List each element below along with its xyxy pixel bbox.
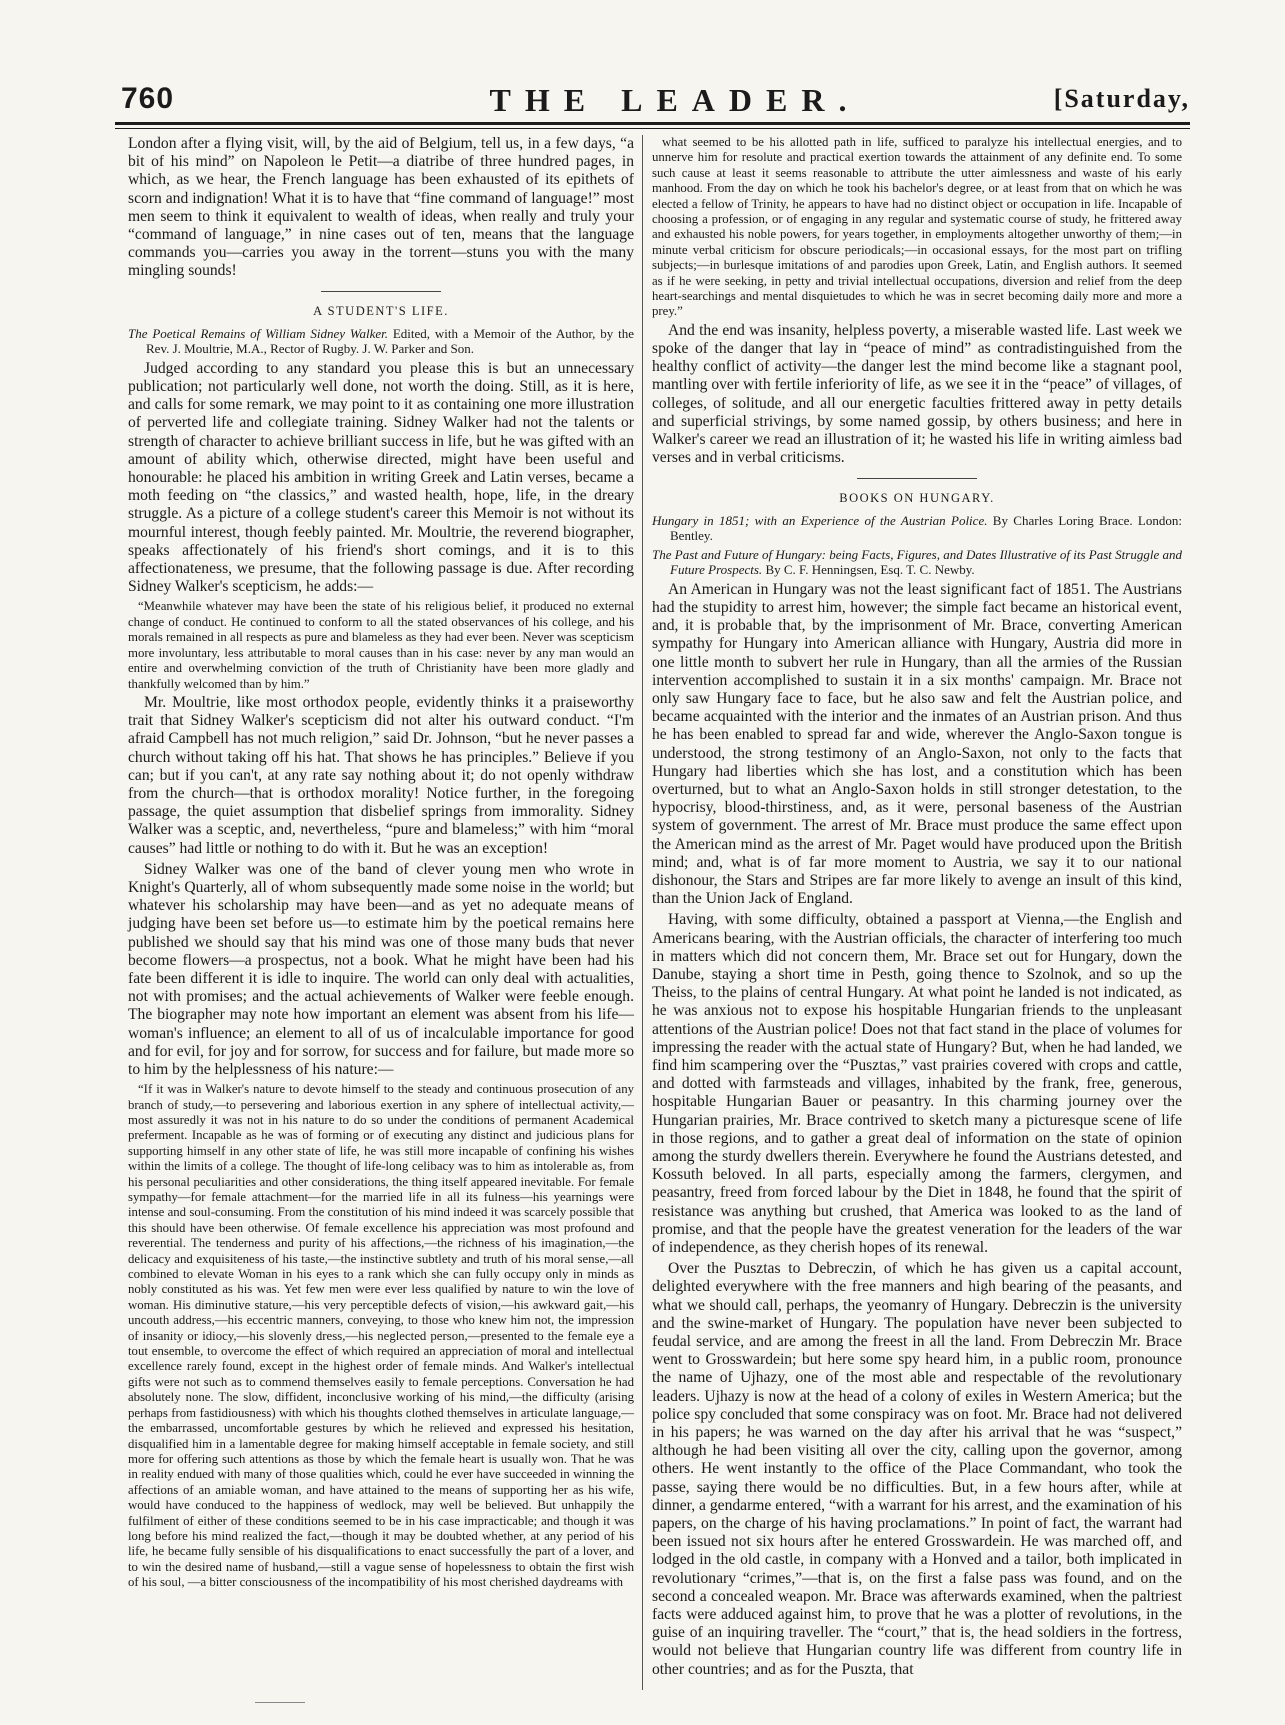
quote-paragraph: “Meanwhile whatever may have been the state of his religious belief, it produced no external change of conduct. He continued to conform to all the stated observances of his college, and his morals remained in all respects as pure and blameless as they had ever been. Never was scepticism more involuntary, less attributable to moral causes than in his case: never by any man would an entire and overwhelming conviction of the truth of Christianity have been more gladly and thankfully welcomed than by him.”	[128, 599, 634, 691]
footer-mark	[255, 1702, 305, 1703]
review-paragraph: Judged according to any standard you please this is but an unnecessary publication; not particularly well done, not worth the doing. Still, as it is here, and calls for some remark, we may point to it as containing one more illustration of perverted life and collegiate training. Sidney Walker had not the talents or strength of character to achieve brilliant success in life, but he was gifted with an amount of ability which, otherwise directed, might have been useful and honourable: he placed his ambition in writing Greek and Latin verses, became a moth feeding on “the classics,” and wasted health, hope, life, in the dreary struggle. As a picture of a college student's career this Memoir is not without its mournful interest, though feebly painted. Mr. Moultrie, the reverend biographer, speaks affectionately of his friend's short comings, and it is to this affectionateness, we presume, that the following passage is due. After recording Sidney Walker's scepticism, he adds:—	[128, 359, 634, 596]
section-heading: A STUDENT'S LIFE.	[313, 303, 449, 318]
block-quote	[128, 599, 634, 691]
block-quote-continued	[652, 135, 1182, 320]
review-paragraph: Having, with some difficulty, obtained a passport at Vienna,—the English and Americans bearing, with the Austrian officials, the character of interfering too much in matters which did not concern them, Mr. Brace set out for Hungary, down the Danube, staying a short time in Pesth, going thence to Szolnok, and so up the Theiss, to the plains of central Hungary. At what point he landed is not indicated, as he was anxious not to expose his hospitable Hungarian friends to the unpleasant attentions of the Austrian police! Does not that fact stand in the place of volumes for impressing the reader with the actual state of Hungary? But, when he had landed, we find him scampering over the “Pusztas,” vast prairies covered with crops and cattle, and dotted with farmsteads and villages, inhabited by the frank, free, generous, hospitable Hungarian Bauer or peasantry. In this charming journey over the Hungarian prairies, Mr. Brace contrived to sketch many a picturesque scene of life in those regions, and to gather a great deal of information on the state of opinion among the sturdy dwellers therein. Everywhere he found the Austrians detested, and Kossuth beloved. In all parts, especially among the farmers, clergymen, and peasantry, freed from forced labour by the Diet in 1848, he found that the spirit of resistance was anything but crushed, that America was looked to as the land of promise, and that the people have the greatest veneration for the leaders of the war of independence, as they cherish hopes of its renewal.	[652, 911, 1182, 1257]
book-title: The Poetical Remains of William Sidney Walker.	[128, 325, 389, 341]
review-paragraph: Over the Pusztas to Debreczin, of which he has given us a capital account, delighted everywhere with the free manners and high bearing of the peasants, and what we should call, perhaps, the yeomanry of Hungary. Debreczin is the university and the swine-market of Hungary. The population have never been subjected to feudal service, and are among the freest in all the land. From Debreczin Mr. Brace went to Grosswardein; but here some spy heard him, in a public room, pronounce the name of Ujhazy, one of the most able and respectable of the revolutionary leaders. Ujhazy is now at the head of a colony of exiles in Western America; but the police spy concluded that some conspiracy was on foot. Mr. Brace had not delivered in his papers; he was warned on the day after his arrival that he was “suspect,” although he had been visiting all over the city, calling upon the governor, among others. He went instantly to the office of the Place Commandant, who took the passe, saying there would be no difficulties. But, in a few hours after, while at dinner, a gendarme entered, “with a warrant for his arrest, and the examination of his papers, on the charge of his having proclamations.” In point of fact, the warrant had been issued not six hours after he entered Grosswardein. He was marched off, and lodged in the old castle, in company with a Honved and a tailor, both implicated in revolutionary “crimes,”—that is, on the first a false pass was found, and on the second a concealed weapon. Mr. Brace was afterwards examined, when the paltriest facts were adduced against him, to prove that he was a plotter of revolutions, in the guise of an inquiring traveller. The “court,” that is, the head soldiers in the fortress, would not believe that Hungarian country life was different from country life in other countries; and as for the Puszta, that	[652, 1260, 1182, 1678]
block-quote	[128, 1082, 634, 1590]
review-paragraph: And the end was insanity, helpless poverty, a miserable wasted life. Last week we spoke of the danger that lay in “peace of mind” as contradistinguished from the healthy conflict of activity—the danger lest the mind become like a stagnant pool, mantling over with fertile inferiority of life, as we see it in the “peace” of villages, of colleges, of solitude, and all our energetic faculties frittered away in petty details and superficial strivings, by some named gossip, by others business; and here in Walker's career we read an illustration of it; he wasted his life in writing aimless bad verses and in verbal criticisms.	[652, 321, 1182, 467]
book-reference	[652, 547, 1182, 577]
book-reference	[128, 326, 634, 356]
section-heading: BOOKS ON HUNGARY.	[839, 490, 995, 505]
left-column	[128, 135, 634, 1593]
masthead-rule-thin	[115, 128, 1190, 129]
book-title: The Past and Future of Hungary: being Facts, Figures, and Dates Illustrative of its Past Struggle and Future Prospects.	[652, 546, 1182, 577]
newspaper-title: THE LEADER.	[489, 82, 861, 118]
book-details: Edited, with a Memoir of the Author, by the Rev. J. Moultrie, M.A., Rector of Rugby. J. W. Parker and Son.	[146, 325, 634, 356]
book-reference	[652, 513, 1182, 543]
review-paragraph: Mr. Moultrie, like most orthodox people, evidently thinks it a praiseworthy trait that Sidney Walker's scepticism did not alter his outward conduct. “I'm afraid Campbell has not much religion,” said Dr. Johnson, “but he never passes a church without taking off his hat. That shows he has principles.” Believe if you can; but if you can't, at any rate say nothing about it; do not openly withdraw from the church—that is orthodox morality! Notice further, in the foregoing passage, the quiet assumption that disbelief springs from immorality. Sidney Walker was a sceptic, and, nevertheless, “pure and blameless;” with him “moral causes” had little or nothing to do with it. But he was an exception!	[128, 693, 634, 857]
book-title: Hungary in 1851; with an Experience of the Austrian Police.	[652, 512, 988, 528]
book-details: By Charles Loring Brace. London: Bentley.	[670, 512, 1182, 543]
quote-paragraph: what seemed to be his allotted path in life, sufficed to paralyze his intellectual energies, and to unnerve him for resolute and practical exertion towards the attainment of any definite end. To some such cause at least it seems reasonable to attribute the utter aimlessness and waste of his early manhood. From the day on which he took his bachelor's degree, or at least from that on which he was elected a fellow of Trinity, he appears to have had no distinct object or occupation in life. Incapable of choosing a profession, or of engaging in any regular and systematic course of study, he frittered away and exhausted his noble powers, for years together, in employments altogether unworthy of them;—in minute verbal criticism for obscure periodicals;—in occasional essays, for the most part on trifling subjects;—in burlesque imitations of and parodies upon Greek, Latin, and English authors. It seemed as if he were seeking, in petty and trivial intellectual occupations, diversion and relief from the deep heart-searchings and mental disquietudes to which he was in secret becoming daily more and more a prey.”	[652, 135, 1182, 319]
masthead	[115, 82, 1190, 122]
issue-day: [Saturday,	[1053, 84, 1190, 113]
book-details: By C. F. Henningsen, Esq. T. C. Newby.	[762, 561, 975, 577]
review-paragraph: Sidney Walker was one of the band of clever young men who wrote in Knight's Quarterly, all of whom subsequently made some noise in the world; but whatever his scholarship may have been—and as yet no adequate means of judging have been set before us—to estimate him by the poetical remains here published we should say that his mind was one of those many buds that never become flowers—a prospectus, not a book. What he might have been had his fate been different it is idle to inquire. The world can only deal with actualities, not with promises; and the actual achievements of Walker were feeble enough. The biographer may note how important an element was absent from his life—woman's influence; an element to all of us of incalculable importance for good and for evil, for joy and for sorrow, for success and for failure, but made more so to him by the helplessness of his nature:—	[128, 860, 634, 1078]
intro-paragraph: London after a flying visit, will, by the aid of Belgium, tell us, in a few days, “a bit of his mind” on Napoleon le Petit—a diatribe of three hundred pages, in which, as we hear, the French language has been exhausted of its epithets of scorn and indignation! What it is to have that “fine command of language!” most men seem to think it equivalent to wealth of ideas, when really and truly your “command of language,” in nine cases out of ten, means that the language commands you—carries you away in the torrent—stuns you with the many mingling sounds!	[128, 135, 634, 280]
column-divider	[642, 135, 643, 1690]
page-number: 760	[121, 82, 175, 115]
section-rule	[857, 478, 977, 479]
quote-paragraph: “If it was in Walker's nature to devote himself to the steady and continuous prosecution of any branch of study,—to persevering and laborious exertion in any sphere of intellectual activity,—most assuredly it was not in his nature to do so under the conditions of permanent Academical preferment. Incapable as he was of forming or of executing any distinct and judicious plans for supporting himself in any other state of life, he was still more incapable of confining his wishes within the limits of a college. The thought of life-long celibacy was to him as intolerable as, from his personal peculiarities and other considerations, the thing itself appeared inevitable. For female sympathy—for female attachment—for the married life in all its fulness—his yearnings were intense and soul-consuming. From the constitution of his mind indeed it was scarcely possible that this should have been otherwise. Of female excellence his appreciation was most profound and reverential. The tenderness and purity of his affections,—the richness of his imagination,—the delicacy and exquisiteness of his taste,—the instinctive subtlety and truth of his moral sense,—all combined to elevate Woman in his eyes to a rank which she can fully occupy only in minds as nobly constituted as his was. Yet few men were ever less qualified by nature to win the love of woman. His diminutive stature,—his very perceptible defects of vision,—his awkward gait,—his uncouth address,—his eccentric manners, conveying, to those who knew him not, the impression of insanity or idiocy,—his slovenly dress,—his neglected person,—presented to the female eye a tout ensemble, to overcome the effect of which required an appreciation of moral and intellectual excellence rarely found, except in the highest order of female minds. And Walker's intellectual gifts were not such as to commend themselves easily to female perceptions. Conversation he had absolutely none. The slow, diffident, inconclusive working of his mind,—the difficulty (arising perhaps from fastidiousness) with which his thoughts clothed themselves in articulate language,—the embarrassed, uncomfortable gestures by which he relieved and expressed his hesitation, disqualified him in a lamentable degree for making himself acceptable in female society, and still more for offering such attentions as those by which the female heart is usually won. That he was in reality endued with many of those qualities which, could he ever have succeeded in winning the affections of an amiable woman, and have attained to the means of supporting her as his wife, would have conduced to the happiness of wedlock, may well be believed. But unhappily the fulfilment of either of these conditions seemed to be in his case impracticable; and though it was long before his mind realized the fact,—though it may be doubted whether, at any period of his life, he became fully sensible of his disqualifications to enact successfully the part of a lover, and to win the desired name of husband,—still a vague sense of hopelessness to obtain the first wish of his soul, —a bitter consciousness of the incompatibility of his most cherished daydreams with	[128, 1082, 634, 1590]
right-column	[652, 135, 1182, 1682]
section-rule	[321, 291, 441, 292]
masthead-rule-thick	[115, 122, 1190, 125]
review-paragraph: An American in Hungary was not the least significant fact of 1851. The Austrians had the stupidity to arrest him, however; the simple fact became an historical event, and, it is probable that, by the imprisonment of Mr. Brace, converting American sympathy for Hungary into American alliance with Hungary, Austria did more in one little month to subvert her rule in Hungary, than all the armies of the Russian intervention accomplished to sustain it in a six months' campaign. Mr. Brace not only saw Hungary face to face, but he also saw and felt the Austrian police, and became acquainted with the interior and the inmates of an Austrian prison. And thus he has been enabled to spread far and wide, wherever the Anglo-Saxon tongue is understood, the strong testimony of an Anglo-Saxon, not only to the facts that Hungary had liberties which she has lost, and a constitution which has been overturned, but to what an Anglo-Saxon holds in still stronger detestation, to the hypocrisy, blood-thirstiness, and, as it were, personal baseness of the Austrian system of government. The arrest of Mr. Brace must produce the same effect upon the American mind as the arrest of Mr. Paget would have produced upon the British mind; and, what is of far more moment to Austria, we say it to our national dishonour, the Stars and Stripes are far more likely to avenge an insult of this kind, than the Union Jack of England.	[652, 580, 1182, 908]
